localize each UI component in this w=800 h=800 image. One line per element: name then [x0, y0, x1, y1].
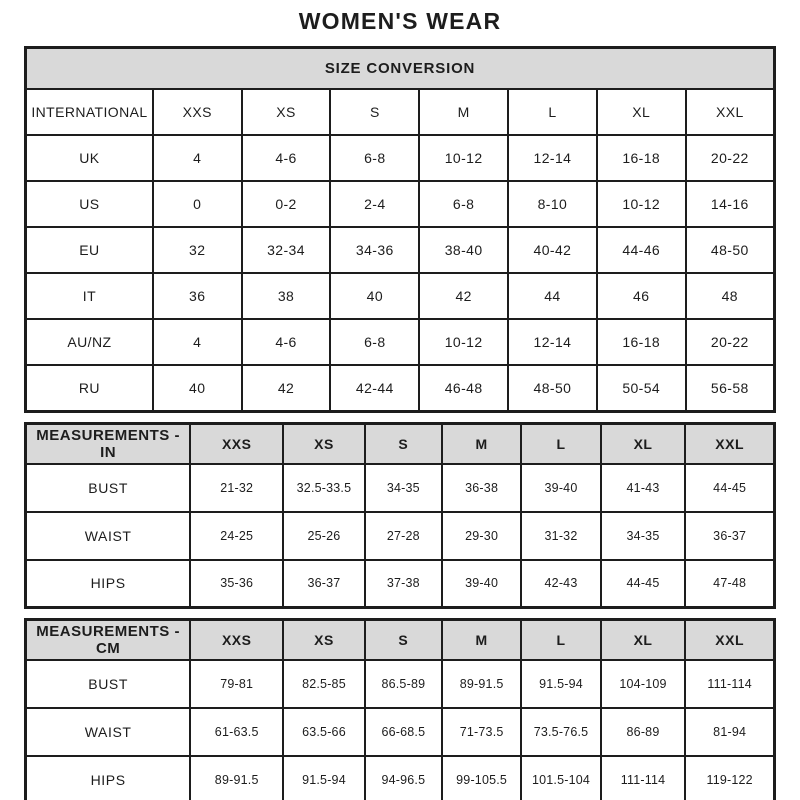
measurement-value-cell: 86-89 — [601, 708, 686, 756]
measurement-value-cell: 104-109 — [601, 660, 686, 708]
region-label: AU/NZ — [26, 319, 153, 365]
size-value-cell: 2-4 — [330, 181, 419, 227]
measurement-label: BUST — [26, 660, 191, 708]
measurement-value-cell: 81-94 — [685, 708, 774, 756]
measurement-value-cell: 35-36 — [190, 560, 283, 608]
size-column-header: S — [330, 89, 419, 135]
measurement-value-cell: 63.5-66 — [283, 708, 365, 756]
size-value-cell: 4-6 — [242, 135, 331, 181]
table-row — [26, 319, 775, 365]
size-value-cell: 20-22 — [686, 319, 775, 365]
measurement-label: HIPS — [26, 560, 191, 608]
size-value-cell: 40-42 — [508, 227, 597, 273]
table-spacer — [24, 413, 776, 422]
measurement-label: HIPS — [26, 756, 191, 800]
table-row — [26, 560, 775, 608]
table-row — [26, 756, 775, 800]
size-value-cell: 42-44 — [330, 365, 419, 411]
table-row — [26, 273, 775, 319]
measurement-value-cell: 89-91.5 — [442, 660, 521, 708]
measurement-value-cell: 24-25 — [190, 512, 283, 560]
size-value-cell: 56-58 — [686, 365, 775, 411]
table-header-row — [26, 89, 775, 135]
size-value-cell: 36 — [153, 273, 242, 319]
size-value-cell: 16-18 — [597, 135, 686, 181]
size-value-cell: 16-18 — [597, 319, 686, 365]
size-value-cell: 46-48 — [419, 365, 508, 411]
measurement-value-cell: 91.5-94 — [283, 756, 365, 800]
measurement-value-cell: 42-43 — [521, 560, 600, 608]
size-value-cell: 0 — [153, 181, 242, 227]
size-value-cell: 14-16 — [686, 181, 775, 227]
measurement-value-cell: 86.5-89 — [365, 660, 442, 708]
measurement-value-cell: 36-37 — [685, 512, 774, 560]
measurements-table-title: MEASUREMENTS - CM — [26, 620, 191, 661]
measurement-value-cell: 39-40 — [521, 464, 600, 512]
measurement-value-cell: 99-105.5 — [442, 756, 521, 800]
size-value-cell: 40 — [330, 273, 419, 319]
measurements-cm-table — [24, 618, 776, 800]
size-column-header: XXS — [190, 620, 283, 661]
measurement-value-cell: 89-91.5 — [190, 756, 283, 800]
size-value-cell: 38 — [242, 273, 331, 319]
size-conversion-table — [24, 46, 776, 413]
size-column-header: M — [442, 620, 521, 661]
table-header-row — [26, 423, 775, 464]
table-header-row — [26, 620, 775, 661]
size-value-cell: 12-14 — [508, 135, 597, 181]
size-column-header: XL — [597, 89, 686, 135]
size-value-cell: 50-54 — [597, 365, 686, 411]
size-column-header: XL — [601, 423, 686, 464]
table-row — [26, 181, 775, 227]
measurement-value-cell: 91.5-94 — [521, 660, 600, 708]
size-column-header: S — [365, 423, 442, 464]
measurement-value-cell: 36-37 — [283, 560, 365, 608]
size-value-cell: 12-14 — [508, 319, 597, 365]
size-column-header: XS — [283, 423, 365, 464]
measurement-value-cell: 29-30 — [442, 512, 521, 560]
measurements-table-title: MEASUREMENTS - IN — [26, 423, 191, 464]
size-value-cell: 42 — [242, 365, 331, 411]
table-row — [26, 227, 775, 273]
measurement-value-cell: 82.5-85 — [283, 660, 365, 708]
measurement-value-cell: 44-45 — [601, 560, 686, 608]
size-value-cell: 32-34 — [242, 227, 331, 273]
measurement-value-cell: 44-45 — [685, 464, 774, 512]
size-column-header: XXS — [153, 89, 242, 135]
region-label: EU — [26, 227, 153, 273]
size-value-cell: 40 — [153, 365, 242, 411]
size-conversion-title: SIZE CONVERSION — [26, 47, 775, 89]
size-value-cell: 6-8 — [330, 135, 419, 181]
table-band-row — [26, 47, 775, 89]
size-value-cell: 48 — [686, 273, 775, 319]
measurement-value-cell: 94-96.5 — [365, 756, 442, 800]
table-row — [26, 365, 775, 411]
size-value-cell: 44 — [508, 273, 597, 319]
measurement-value-cell: 47-48 — [685, 560, 774, 608]
measurement-value-cell: 34-35 — [601, 512, 686, 560]
measurement-value-cell: 111-114 — [601, 756, 686, 800]
size-column-header: L — [521, 620, 600, 661]
size-column-header: S — [365, 620, 442, 661]
table-row — [26, 464, 775, 512]
measurement-value-cell: 37-38 — [365, 560, 442, 608]
size-value-cell: 4-6 — [242, 319, 331, 365]
measurement-value-cell: 119-122 — [685, 756, 774, 800]
size-value-cell: 0-2 — [242, 181, 331, 227]
size-value-cell: 10-12 — [597, 181, 686, 227]
size-column-header: XXL — [686, 89, 775, 135]
measurement-value-cell: 34-35 — [365, 464, 442, 512]
measurements-in-table — [24, 422, 776, 610]
size-value-cell: 42 — [419, 273, 508, 319]
measurement-label: WAIST — [26, 708, 191, 756]
size-column-header: XS — [283, 620, 365, 661]
table-spacer — [24, 609, 776, 618]
size-value-cell: 46 — [597, 273, 686, 319]
size-value-cell: 4 — [153, 135, 242, 181]
measurement-value-cell: 101.5-104 — [521, 756, 600, 800]
size-column-header: XXS — [190, 423, 283, 464]
size-value-cell: 6-8 — [419, 181, 508, 227]
measurement-value-cell: 111-114 — [685, 660, 774, 708]
size-value-cell: 10-12 — [419, 319, 508, 365]
size-column-header: XL — [601, 620, 686, 661]
size-value-cell: 4 — [153, 319, 242, 365]
size-column-header: L — [521, 423, 600, 464]
measurement-value-cell: 66-68.5 — [365, 708, 442, 756]
region-label: RU — [26, 365, 153, 411]
size-column-header: XXL — [685, 423, 774, 464]
size-value-cell: 6-8 — [330, 319, 419, 365]
size-column-header: XXL — [685, 620, 774, 661]
measurement-value-cell: 41-43 — [601, 464, 686, 512]
measurement-label: BUST — [26, 464, 191, 512]
size-column-header: M — [419, 89, 508, 135]
table-row — [26, 708, 775, 756]
size-value-cell: 8-10 — [508, 181, 597, 227]
page-title: WOMEN'S WEAR — [298, 8, 502, 34]
region-label: IT — [26, 273, 153, 319]
table-row — [26, 660, 775, 708]
measurement-value-cell: 73.5-76.5 — [521, 708, 600, 756]
measurement-label: WAIST — [26, 512, 191, 560]
size-column-header: XS — [242, 89, 331, 135]
table-row — [26, 135, 775, 181]
size-value-cell: 48-50 — [508, 365, 597, 411]
region-label: US — [26, 181, 153, 227]
size-value-cell: 10-12 — [419, 135, 508, 181]
size-value-cell: 20-22 — [686, 135, 775, 181]
measurement-value-cell: 25-26 — [283, 512, 365, 560]
measurement-value-cell: 71-73.5 — [442, 708, 521, 756]
measurement-value-cell: 31-32 — [521, 512, 600, 560]
size-value-cell: 34-36 — [330, 227, 419, 273]
size-value-cell: 48-50 — [686, 227, 775, 273]
measurement-value-cell: 36-38 — [442, 464, 521, 512]
measurement-value-cell: 21-32 — [190, 464, 283, 512]
size-value-cell: 32 — [153, 227, 242, 273]
measurement-value-cell: 27-28 — [365, 512, 442, 560]
table-row — [26, 512, 775, 560]
region-label: UK — [26, 135, 153, 181]
size-column-header: M — [442, 423, 521, 464]
measurement-value-cell: 32.5-33.5 — [283, 464, 365, 512]
measurement-value-cell: 61-63.5 — [190, 708, 283, 756]
size-value-cell: 44-46 — [597, 227, 686, 273]
size-value-cell: 38-40 — [419, 227, 508, 273]
size-column-header: L — [508, 89, 597, 135]
international-header: INTERNATIONAL — [26, 89, 153, 135]
measurement-value-cell: 79-81 — [190, 660, 283, 708]
measurement-value-cell: 39-40 — [442, 560, 521, 608]
